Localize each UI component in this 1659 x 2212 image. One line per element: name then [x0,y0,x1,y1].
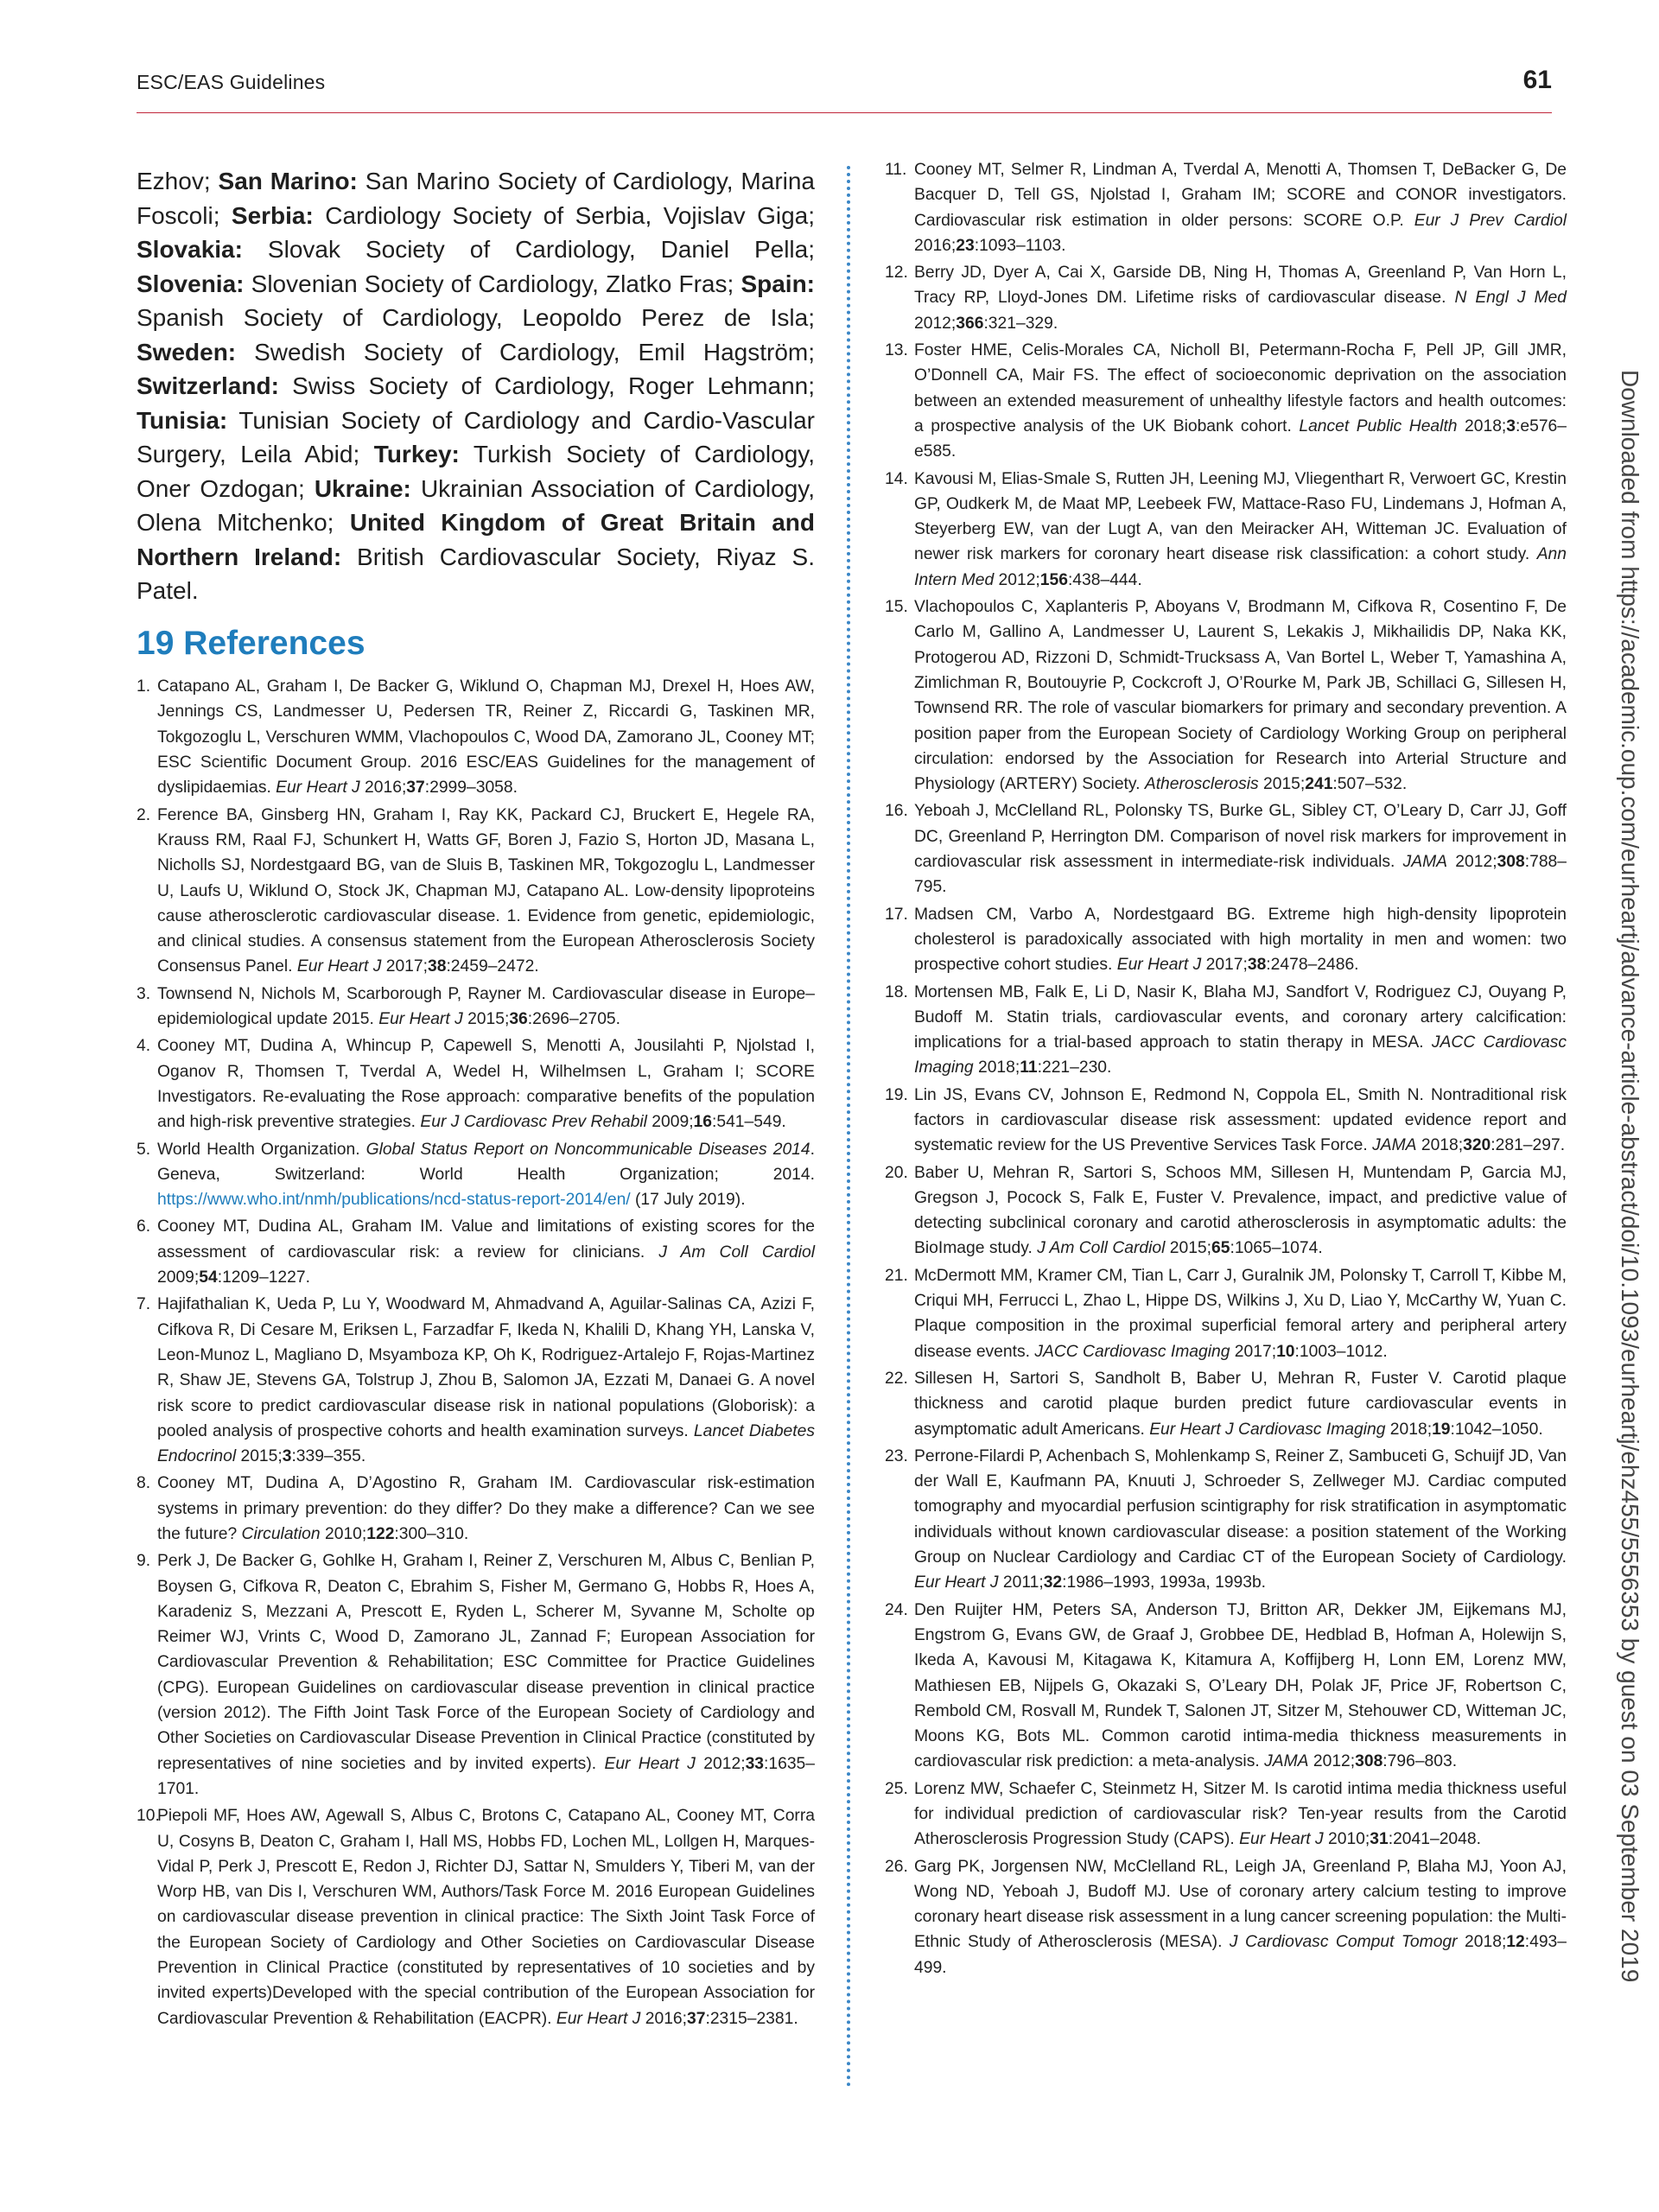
reference-text: :2315–2381. [705,2009,798,2028]
reference-text: 2015; [1165,1239,1212,1258]
reference-item [880,1444,1567,1596]
reference-text: Cooney MT, Dudina A, D’Agostino R, Graham IM. Cardiovascular risk-estimation systems in primary prevention: do they differ? Do they make a difference? Can we see the future? [157,1474,815,1543]
reference-text: Hajifathalian K, Ueda P, Lu Y, Woodward M, Ahmadvand A, Aguilar-Salinas CA, Azizi F, Cifkova R, Di Cesare M, Eriksen L, Farzadfar F, Ikeda N, Khalili D, Khang YH, Lanska V, Leon-Munoz L, Magliano D, Msyamboza KP, Oh K, Rodriguez-Artalejo F, Rojas-Martinez R, Shaw JE, Stevens GA, Tolstrup J, Zhou B, Salomon JA, Ezzati M, Danaei G. A novel risk score to predict cardiovascular disease risk in national populations (Globorisk): a pooled analysis of prospective cohorts and health examination surveys. [157,1295,815,1440]
reference-text: Perrone-Filardi P, Achenbach S, Mohlenkamp S, Reiner Z, Sambuceti G, Schuijf JD, Van der Wall E, Kaufmann PA, Knuuti J, Schroeder S, Zellweger MJ. Cardiac computed tomography and myocardial perfusion scintigraphy for risk stratification in asymptomatic individuals without known cardiovascular disease: a position statement of the Working Group on Nuclear Cardiology and Cardiac CT of the European Society of Cardiology. [914,1446,1567,1567]
reference-item [137,982,815,1033]
reference-number: 22. [885,1369,908,1388]
reference-text: :1042–1050. [1450,1420,1543,1439]
journal-name: Eur J Cardiovasc Prev Rehabil [420,1113,647,1132]
journal-name: Lancet Diabetes Endocrinol [157,1421,815,1466]
reference-text: :321–329. [983,314,1058,333]
reference-text: Catapano AL, Graham I, De Backer G, Wiklund O, Chapman MJ, Drexel H, Hoes AW, Jennings CS, Landmesser U, Pedersen TR, Reiner Z, Riccardi G, Taskinen MR, Tokgozoglu L, Verschuren WMM, Vlachopoulos C, Wood DA, Zamorano JL, Cooney MT; ESC Scientific Document Group. 2016 ESC/EAS Guidelines for the management of dyslipidaemias. [157,677,815,798]
reference-number: 24. [885,1600,908,1619]
reference-number: 26. [885,1857,908,1876]
reference-item [880,1854,1567,1980]
country-name: Sweden: [137,338,237,365]
reference-text: Lorenz MW, Schaefer C, Steinmetz H, Sitzer M. Is carotid intima media thickness useful for individual prediction of cardiovascular risk? Ten-year results from the Carotid Atherosclerosis Progression Study (CAPS). [914,1779,1567,1849]
society-text: British Cardiovascular Society, Riyaz S. Patel. [137,543,815,604]
reference-text: 2015; [236,1447,283,1466]
reference-text: 2011; [998,1573,1044,1592]
reference-number: 21. [885,1266,908,1285]
reference-text: Foster HME, Celis-Morales CA, Nicholl BI, Petermann-Rocha F, Pell JP, Gill JMR, O’Donnell CA, Mair FS. The effect of socioeconomic deprivation on the association between an extended measurement of unhealthy lifestyle factors and health outcomes: a prospective analysis of the UK Biobank cohort. [914,341,1567,435]
reference-item [137,1471,815,1547]
reference-text: Baber U, Mehran R, Sartori S, Schoos MM, Sillesen H, Muntendam P, Garcia MJ, Gregson J, Pocock S, Falk E, Fuster V. Prevalence, impact, and predictive value of detecting subclinical coronary and carotid atherosclerosis in asymptomatic adults: the BioImage study. [914,1163,1567,1258]
reference-text: :2478–2486. [1266,956,1359,975]
reference-text: Kavousi M, Elias-Smale S, Rutten JH, Leening MJ, Vliegenthart R, Verwoert GC, Krestin GP, Oudkerk M, de Maat MP, Leebeek FW, Mattace-Raso FU, Lindemans J, Hofman A, Steyerberg EW, van der Lugt A, van den Meiracker AH, Witteman JC. Evaluation of newer risk markers for coronary heart disease risk classification: a cohort study. [914,469,1567,564]
country-name: United Kingdom of Great Britain and Northern Ireland: [137,509,815,570]
reference-text: Mortensen MB, Falk E, Li D, Nasir K, Blaha MJ, Sandfort V, Rodriguez CJ, Ouyang P, Budoff M. Statin trials, cardiovascular events, and coronary artery calcification: implications for a trial-based approach to statin therapy in MESA. [914,982,1567,1052]
reference-text: 2010; [1323,1830,1370,1849]
journal-name: Global Status Report on Noncommunicable Diseases 2014 [365,1140,810,1159]
reference-text: Sillesen H, Sartori S, Sandholt B, Baber U, Mehran R, Fuster V. Carotid plaque thickness and carotid plaque burden predict future cardiovascular events in asymptomatic adult Americans. [914,1369,1567,1439]
journal-name: Eur J Prev Cardiol [1414,211,1567,230]
country-name: San Marino: [218,168,358,194]
reference-number: 14. [885,469,908,488]
reference-text: Yeboah J, McClelland RL, Polonsky TS, Burke GL, Sibley CT, O’Leary D, Carr JJ, Goff DC, Greenland P, Herrington DM. Comparison of novel risk markers for improvement in cardiovascular risk assessment in intermediate-risk individuals. [914,802,1567,872]
reference-text: Piepoli MF, Hoes AW, Agewall S, Albus C, Brotons C, Catapano AL, Cooney MT, Corra U, Cosyns B, Deaton C, Graham I, Hall MS, Hobbs FD, Lochen ML, Lollgen H, Marques-Vidal P, Perk J, Prescott E, Redon J, Richter DJ, Sattar N, Smulders Y, Tiberi M, van der Worp HB, van Dis I, Verschuren WM, Authors/Task Force M. 2016 European Guidelines on cardiovascular disease prevention in clinical practice: The Sixth Joint Task Force of the European Society of Cardiology and Other Societies on Cardiovascular Disease Prevention in Clinical Practice (constituted by representatives of 10 societies and by invited experts)Developed with the special contribution of the European Association for Cardiovascular Prevention & Rehabilitation (EACPR). [157,1807,815,2028]
reference-text: Madsen CM, Varbo A, Nordestgaard BG. Extreme high high-density lipoprotein cholesterol is paradoxically associated with high mortality in men and women: two prospective cohort studies. [914,905,1567,975]
reference-number: 7. [137,1295,151,1314]
reference-text: :796–803. [1382,1752,1458,1771]
reference-item [137,1033,815,1135]
journal-name: Eur Heart J [604,1754,696,1773]
reference-text: 2018; [1416,1136,1464,1155]
running-head: ESC/EAS Guidelines [137,71,326,93]
journal-name: Circulation [241,1524,321,1543]
country-name: Serbia: [231,201,314,229]
reference-text: Ference BA, Ginsberg HN, Graham I, Ray KK, Packard CJ, Bruckert E, Hegele RA, Krauss RM, Raal FJ, Schunkert H, Watts GF, Boren J, Fazio S, Horton JD, Masana L, Nicholls SJ, Nordestgaard BG, van de Sluis B, Taskinen MR, Tokgozoglu L, Landmesser U, Laufs U, Wiklund O, Stock JK, Chapman MJ, Catapano AL. Low-density lipoproteins cause atherosclerotic cardiovascular disease. 1. Evidence from genetic, epidemiologic, and clinical studies. A consensus statement from the European Atherosclerosis Society Consensus Panel. [157,805,815,976]
reference-item [880,260,1567,336]
reference-text: :e576–e585. [914,416,1567,461]
reference-number: 10. [137,1807,160,1826]
volume-number: 308 [1497,853,1525,872]
volume-number: 19 [1432,1420,1451,1439]
reference-number: 6. [137,1217,151,1236]
column-divider [847,166,850,2088]
country-name: Slovakia: [137,236,243,263]
reference-link[interactable]: https://www.who.int/nmh/publications/ncd-status-report-2014/en/ [157,1191,631,1210]
volume-number: 16 [693,1113,712,1132]
reference-item [137,1214,815,1290]
reference-number: 20. [885,1163,908,1182]
journal-name: JAMA [1402,853,1448,872]
reference-text: 2015; [462,1010,510,1029]
reference-text: Garg PK, Jorgensen NW, McClelland RL, Leigh JA, Greenland P, Blaha MJ, Yoon AJ, Wong ND, Yeboah J, Budoff MJ. Use of coronary artery calcium testing to improve coronary heart disease risk assessment in a lung cancer screening population: the Multi-Ethnic Study of Atherosclerosis (MESA). [914,1857,1567,1952]
reference-number: 3. [137,984,151,1003]
reference-item [880,1263,1567,1364]
reference-item [880,1160,1567,1262]
reference-text: 2018; [1385,1420,1433,1439]
journal-name: JAMA [1264,1752,1309,1771]
reference-text: Berry JD, Dyer A, Cai X, Garside DB, Ning H, Thomas A, Greenland P, Van Horn L, Tracy RP, Lloyd-Jones DM. Lifetime risks of cardiovascular disease. [914,264,1567,308]
page-number: 61 [1522,66,1552,94]
reference-text: McDermott MM, Kramer CM, Tian L, Carr J, Guralnik JM, Polonsky T, Carroll T, Kibbe M, Criqui MH, Ferrucci L, Zhao L, Hippe DS, Wilkins J, Xu D, Liao Y, McCarthy W, Yuan C. Plaque composition in the proximal superficial femoral artery and peripheral artery disease events. [914,1266,1567,1361]
volume-number: 65 [1211,1239,1230,1258]
reference-text: :788–795. [914,853,1567,897]
volume-number: 12 [1506,1933,1525,1952]
country-name: Turkey: [373,441,460,467]
left-column [137,157,815,2033]
reference-text: 2012; [994,570,1040,589]
reference-number: 19. [885,1085,908,1104]
reference-text: 2016; [640,2009,688,2028]
reference-item [137,803,815,980]
section-title: 19 References [137,624,365,662]
reference-text: World Health Organization. [157,1140,366,1159]
reference-item [880,980,1567,1081]
reference-text: :541–549. [712,1113,786,1132]
reference-item [137,674,815,800]
society-text: Swiss Society of Cardiology, Roger Lehmann; [278,372,815,399]
reference-text: :438–444. [1067,570,1142,589]
reference-text: :2999–3058. [424,779,518,798]
reference-text: . Geneva, Switzerland: World Health Organization; 2014. [157,1140,815,1184]
reference-text: :1209–1227. [217,1268,310,1287]
country-name: Spain: [741,270,815,297]
reference-item [880,1366,1567,1442]
reference-text: 2009; [157,1268,200,1287]
reference-item [880,902,1567,978]
volume-number: 122 [366,1524,395,1543]
reference-text: 2012; [1308,1752,1356,1771]
reference-item [137,1548,815,1802]
society-text: Slovenian Society of Cardiology, Zlatko Fras; [244,270,741,297]
volume-number: 32 [1043,1573,1063,1592]
journal-name: Eur Heart J [914,1573,999,1592]
reference-number: 9. [137,1552,151,1571]
volume-number: 23 [956,236,975,255]
reference-number: 25. [885,1779,908,1798]
reference-number: 12. [885,264,908,283]
journal-name: Eur Heart J [378,1010,463,1029]
volume-number: 241 [1305,775,1333,794]
reference-item [137,1292,815,1469]
reference-text: :1093–1103. [974,236,1066,255]
volume-number: 3 [282,1447,292,1466]
volume-number: 156 [1039,570,1068,589]
reference-number: 4. [137,1037,151,1056]
volume-number: 308 [1355,1752,1383,1771]
reference-list-right [880,157,1567,1980]
reference-text: Cooney MT, Dudina A, Whincup P, Capewell S, Menotti A, Jousilahti P, Njolstad I, Oganov R, Thomsen T, Tverdal A, Wedel H, Wilhelmsen L, Graham I; SCORE Investigators. Re-evaluating the Rose approach: comparative benefits of the population and high-risk preventive strategies. [157,1037,815,1132]
acknowledgement-paragraph [137,164,815,608]
header-rule [137,112,1552,113]
volume-number: 54 [199,1268,218,1287]
society-text: Ezhov; [137,168,219,194]
reference-item [880,594,1567,797]
reference-text: :221–230. [1037,1058,1112,1077]
reference-item [880,1598,1567,1775]
reference-text: Den Ruijter HM, Peters SA, Anderson TJ, Britton AR, Dekker JM, Eijkemans MJ, Engstrom G, Evans GW, de Graaf J, Grobbee DE, Hedblad B, Hofman A, Holewijn S, Ikeda A, Kavousi M, Kitagawa K, Kitamura A, Koffijberg H, Lonn EM, Lorenz MW, Mathiesen EB, Nijpels G, Okazaki S, O’Leary DH, Polak JF, Price JF, Robertson C, Rembold CM, Rosvall M, Rundek T, Salonen JT, Sitzer M, Stehouwer CD, Witteman JC, Moons KG, Bots ML. Common carotid intima-media thickness measurements in cardiovascular risk prediction: a meta-analysis. [914,1600,1567,1771]
reference-text: :281–297. [1491,1136,1566,1155]
journal-name: Eur Heart J [1239,1830,1324,1849]
reference-text: 2012; [914,314,957,333]
reference-text: Lin JS, Evans CV, Johnson E, Redmond N, Coppola EL, Smith N. Nontraditional risk factors in cardiovascular disease risk assessment: updated evidence report and systematic review for the US Preventive Services Task Force. [914,1085,1567,1155]
reference-text: :2041–2048. [1388,1830,1481,1849]
reference-text: :300–310. [394,1524,469,1543]
reference-item [880,798,1567,899]
reference-text: :507–532. [1332,775,1408,794]
reference-text: 2017; [1201,956,1248,975]
society-text: San Marino Society of Cardiology, Marina Foscoli; [137,168,816,229]
journal-name: Eur Heart J [556,2009,641,2028]
right-column [880,157,1567,1982]
volume-number: 36 [509,1010,528,1029]
reference-text: Cooney MT, Dudina AL, Graham IM. Value and limitations of existing scores for the assessment of cardiovascular risk: a review for clinicians. [157,1217,815,1262]
journal-name: JACC Cardiovasc Imaging [1034,1342,1230,1361]
reference-text: Vlachopoulos C, Xaplanteris P, Aboyans V, Brodmann M, Cifkova R, Cosentino F, De Carlo M, Gallino A, Landmesser U, Laurent S, Lekakis J, Mikhailidis DP, Naka KK, Protogerou AD, Rizzoni D, Schmidt-Trucksass A, Van Bortel L, Weber T, Yamashina A, Zimlichman R, Boutouyrie P, Cockcroft J, O’Rourke M, Park JB, Schillaci G, Sillesen H, Townsend RR. The role of vascular biomarkers for primary and secondary prevention. A position paper from the European Society of Cardiology Working Group on peripheral circulation: endorsed by the Association for Research into Arterial Structure and Physiology (ARTERY) Society. [914,598,1567,794]
reference-number: 1. [137,677,151,696]
journal-name: Eur Heart J [296,957,382,976]
reference-number: 5. [137,1140,151,1159]
reference-text: :1003–1012. [1294,1342,1388,1361]
volume-number: 31 [1370,1830,1389,1849]
society-text: Turkish Society of Cardiology, Oner Ozdogan; [137,441,815,502]
download-watermark: Downloaded from https://academic.oup.com/eurheartj/advance-article-abstract/doi/10.1093/eurheartj/ehz455/5556353 by guest on 03 September 2019 [1617,370,1643,1983]
reference-number: 18. [885,982,908,1001]
reference-list-left [137,674,815,2031]
journal-name: Lancet Public Health [1299,416,1458,435]
journal-name: JAMA [1372,1136,1417,1155]
reference-number: 16. [885,802,908,821]
reference-text: Townsend N, Nichols M, Scarborough P, Rayner M. Cardiovascular disease in Europe–epidemiological update 2015. [157,984,815,1029]
volume-number: 37 [406,779,425,798]
journal-name: Eur Heart J Cardiovasc Imaging [1149,1420,1386,1439]
reference-number: 17. [885,905,908,924]
reference-text: 2015; [1258,775,1306,794]
reference-item [880,157,1567,258]
reference-number: 23. [885,1446,908,1465]
reference-number: 13. [885,341,908,360]
reference-text: :493–499. [914,1933,1567,1977]
society-text: Slovak Society of Cardiology, Daniel Pella; [242,236,815,263]
reference-text: (17 July 2019). [630,1191,746,1210]
reference-item [880,467,1567,593]
volume-number: 33 [745,1754,765,1773]
reference-text: 2012; [695,1754,746,1773]
country-name: Switzerland: [137,372,279,399]
reference-number: 15. [885,598,908,617]
reference-text: 2016; [359,779,407,798]
reference-number: 11. [885,161,907,179]
reference-text: Cooney MT, Selmer R, Lindman A, Tverdal A, Menotti A, Thomsen T, DeBacker G, De Bacquer D, Tell GS, Njolstad I, Graham IM; SCORE and CONOR investigators. Cardiovascular risk estimation in older persons: SCORE O.P. [914,161,1567,230]
journal-name: Eur Heart J [1116,956,1202,975]
journal-name: JACC Cardiovasc Imaging [914,1033,1567,1077]
society-text: Tunisian Society of Cardiology and Cardio-Vascular Surgery, Leila Abid; [137,406,815,467]
reference-text: :1986–1993, 1993a, 1993b. [1062,1573,1267,1592]
volume-number: 10 [1276,1342,1295,1361]
reference-item [880,338,1567,464]
reference-text: :339–355. [291,1447,366,1466]
journal-name: Eur Heart J [276,779,360,798]
reference-text: :2696–2705. [527,1010,621,1029]
reference-text: 2012; [1447,853,1497,872]
journal-name: J Am Coll Cardiol [658,1243,815,1262]
reference-text: Perk J, De Backer G, Gohlke H, Graham I, Reiner Z, Verschuren M, Albus C, Benlian P, Boysen G, Cifkova R, Deaton C, Ebrahim S, Fisher M, Germano G, Hobbs R, Hoes A, Karadeniz S, Mezzani A, Prescott E, Ryden L, Scherer M, Syvanne M, Scholte op Reimer WJ, Vrints C, Wood D, Zamorano JL, Zannad F; European Association for Cardiovascular Prevention & Rehabilitation; ESC Committee for Practice Guidelines (CPG). European Guidelines on cardiovascular disease prevention in clinical practice (version 2012). The Fifth Joint Task Force of the European Society of Cardiology and Other Societies on Cardiovascular Disease Prevention in Clinical Practice (constituted by representatives of nine societies and by invited experts). [157,1552,815,1773]
reference-text: 2018; [973,1058,1020,1077]
reference-text: 2018; [1457,416,1507,435]
country-name: Tunisia: [137,406,228,434]
reference-text: 2009; [646,1113,694,1132]
society-text: Cardiology Society of Serbia, Vojislav Giga; [313,201,816,229]
reference-number: 2. [137,805,151,824]
journal-name: Ann Intern Med [914,545,1567,589]
reference-text: 2018; [1457,1933,1507,1952]
society-text: Spanish Society of Cardiology, Leopoldo Perez de Isla; [137,304,815,331]
society-text: Ukrainian Association of Cardiology, Olena Mitchenko; [137,474,815,536]
journal-name: J Cardiovasc Comput Tomogr [1229,1933,1458,1952]
volume-number: 37 [687,2009,706,2028]
reference-item [880,1777,1567,1853]
reference-text: :1065–1074. [1230,1239,1323,1258]
reference-text: 2017; [1230,1342,1277,1361]
reference-item [880,1083,1567,1159]
society-text: Swedish Society of Cardiology, Emil Hagström; [236,338,815,365]
volume-number: 3 [1506,416,1516,435]
volume-number: 38 [427,957,447,976]
country-name: Ukraine: [314,474,411,502]
reference-item [137,1137,815,1213]
reference-item [137,1803,815,2031]
volume-number: 11 [1020,1058,1038,1077]
reference-text: 2016; [914,236,957,255]
volume-number: 38 [1247,956,1267,975]
volume-number: 320 [1463,1136,1491,1155]
journal-name: N Engl J Med [1454,289,1567,308]
reference-text: 2010; [320,1524,367,1543]
reference-number: 8. [137,1474,151,1493]
reference-text: 2017; [381,957,428,976]
journal-name: Atherosclerosis [1144,775,1259,794]
volume-number: 366 [956,314,984,333]
country-name: Slovenia: [137,270,245,297]
reference-text: :2459–2472. [446,957,539,976]
reference-text: :1635–1701. [157,1754,815,1798]
journal-name: J Am Coll Cardiol [1037,1239,1166,1258]
